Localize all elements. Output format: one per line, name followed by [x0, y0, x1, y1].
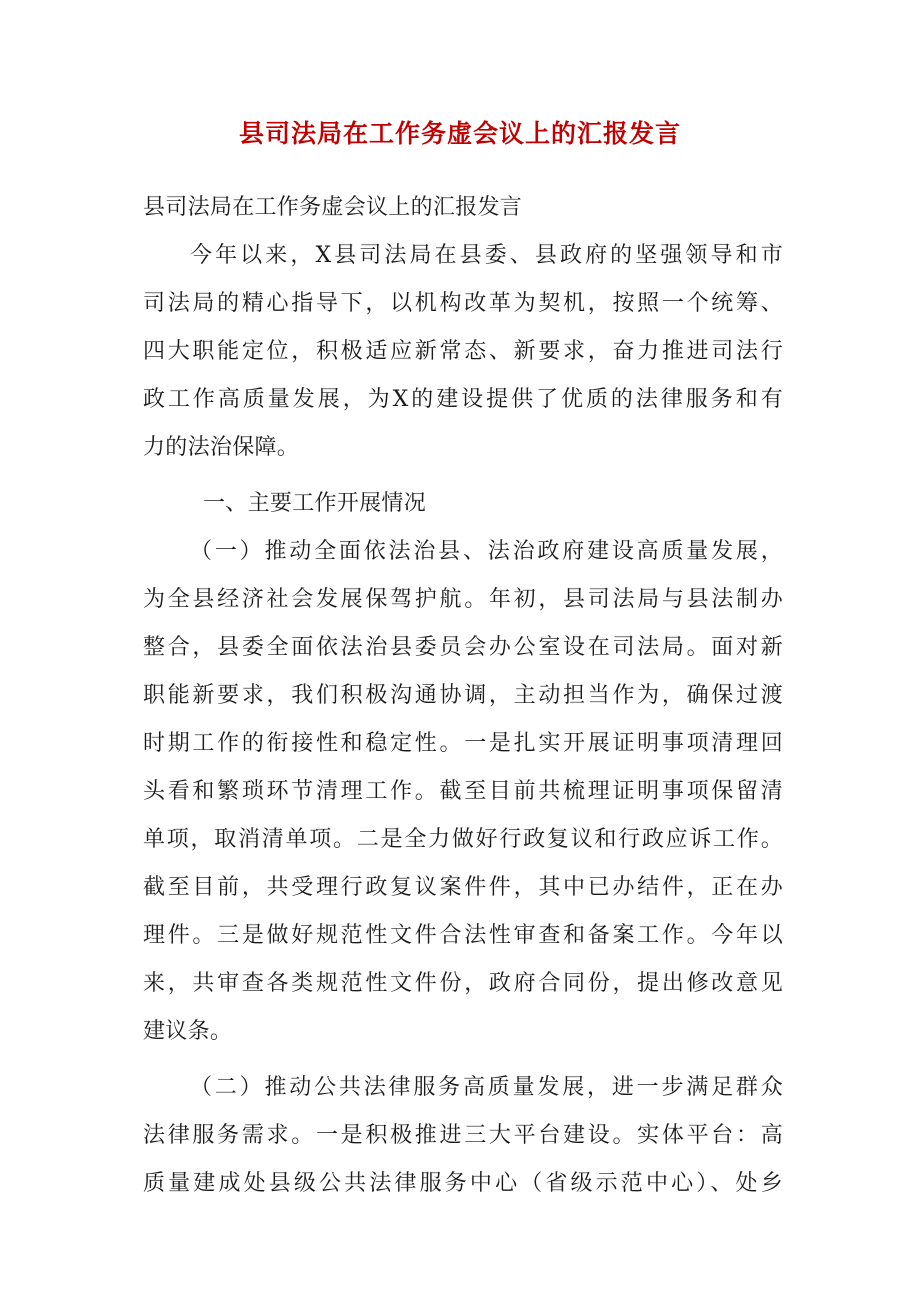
intro-paragraph: [143, 232, 783, 472]
paragraph-line: 司法局的精心指导下，以机构改革为契机，按照一个统筹、: [143, 291, 783, 316]
paragraph-line: 时期工作的衔接性和稳定性。一是扎实开展证明事项清理回: [143, 731, 783, 756]
paragraph-line: 整合，县委全面依法治县委员会办公室设在司法局。面对新: [143, 635, 783, 660]
paragraph-line: 今年以来，X县司法局在县委、县政府的坚强领导和市: [190, 243, 783, 268]
paragraph-line: 政工作高质量发展，为X的建设提供了优质的法律服务和有: [143, 387, 783, 412]
section-heading: 一、主要工作开展情况: [203, 491, 427, 516]
paragraph-line: （一）推动全面依法治县、法治政府建设高质量发展，: [190, 539, 783, 564]
paragraph-line: 职能新要求，我们积极沟通协调，主动担当作为，确保过渡: [143, 683, 783, 708]
paragraph-line: 法律服务需求。一是积极推进三大平台建设。实体平台：高: [143, 1123, 783, 1148]
document-subtitle: 县司法局在工作务虚会议上的汇报发言: [143, 195, 523, 220]
paragraph-line: 头看和繁琐环节清理工作。截至目前共梳理证明事项保留清: [143, 779, 783, 804]
document-body: [143, 184, 783, 1208]
paragraph-line: 理件。三是做好规范性文件合法性审查和备案工作。今年以: [143, 923, 783, 948]
paragraph-line: 单项，取消清单项。二是全力做好行政复议和行政应诉工作。: [143, 827, 783, 852]
paragraph-line: 四大职能定位，积极适应新常态、新要求，奋力推进司法行: [143, 339, 783, 364]
paragraph-two: [143, 1064, 783, 1208]
paragraph-line: 为全县经济社会发展保驾护航。年初，县司法局与县法制办: [143, 587, 783, 612]
paragraph-one: [143, 528, 783, 1056]
paragraph-line: （二）推动公共法律服务高质量发展，进一步满足群众: [190, 1075, 783, 1100]
paragraph-line: 建议条。: [143, 1019, 233, 1044]
paragraph-line: 力的法治保障。: [143, 435, 300, 460]
paragraph-line: 截至目前，共受理行政复议案件件，其中已办结件，正在办: [143, 875, 783, 900]
paragraph-line: 质量建成处县级公共法律服务中心（省级示范中心）、处乡: [143, 1171, 783, 1196]
paragraph-line: 来，共审查各类规范性文件份，政府合同份，提出修改意见: [143, 971, 783, 996]
document-title: 县司法局在工作务虚会议上的汇报发言: [238, 119, 681, 148]
